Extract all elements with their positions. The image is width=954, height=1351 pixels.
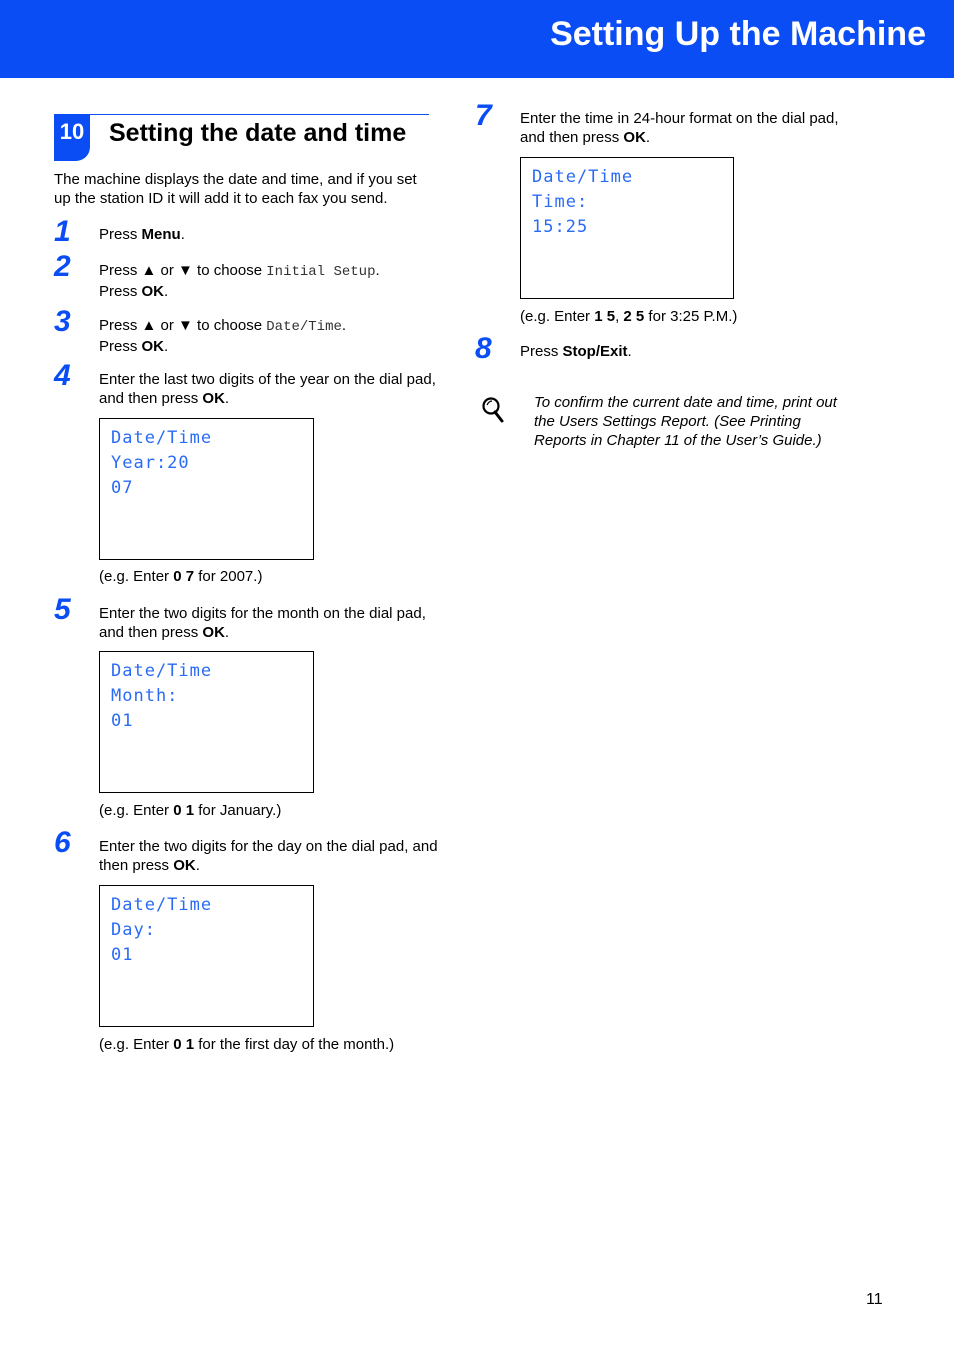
example-post: for the first day of the month.): [194, 1036, 395, 1053]
step-number: 7: [475, 99, 492, 132]
lcd-line: Day:: [111, 920, 156, 940]
example-keys: 1 5: [594, 308, 616, 325]
step-text: [99, 370, 439, 408]
section-rule: [54, 114, 429, 115]
step-text-post: .: [224, 624, 230, 641]
example-month: [99, 801, 281, 820]
step-number: 5: [54, 593, 71, 626]
step-number: 6: [54, 826, 71, 859]
step-key: OK: [202, 390, 225, 407]
section-title: Setting the date and time: [109, 119, 407, 147]
example-pre: (e.g. Enter: [99, 1036, 174, 1053]
step-text-pre: Press: [99, 283, 142, 300]
step-text-pre: Press: [520, 343, 563, 360]
lcd-line: 01: [111, 711, 134, 731]
step-key: Stop/Exit: [562, 343, 628, 360]
example-pre: (e.g. Enter: [520, 308, 595, 325]
example-post: for 2007.): [194, 568, 263, 585]
step-text-pre: Press: [99, 338, 142, 355]
page-header-title: Setting Up the Machine: [550, 15, 926, 53]
step-number: 8: [475, 332, 492, 365]
example-keys: 0 1: [173, 802, 195, 819]
lcd-line: Time:: [532, 192, 589, 212]
step-key: OK: [173, 857, 196, 874]
step-key: OK: [141, 283, 165, 300]
step-number: 4: [54, 359, 71, 392]
lcd-line: Date/Time: [111, 895, 213, 915]
example-keys: 0 1: [173, 1036, 195, 1053]
example-post: for 3:25 P.M.): [644, 308, 738, 325]
section-number-badge: 10: [54, 114, 90, 161]
magnifier-icon: [481, 396, 505, 424]
lcd-display-time: [520, 157, 734, 299]
step-text-pre: Enter the last two digits of the year on the dial pad, and then press: [99, 371, 436, 407]
lcd-line: Date/Time: [532, 167, 634, 187]
step-text-pre: Enter the two digits for the day on the dial pad, and then press: [99, 838, 438, 874]
step-text-post: .: [375, 262, 380, 279]
lcd-line: 07: [111, 478, 134, 498]
lcd-display-month: [99, 651, 314, 793]
example-time: [520, 307, 737, 326]
step-menu-code: Initial Setup: [266, 264, 376, 280]
step-text: [520, 342, 860, 361]
lcd-line: Date/Time: [111, 661, 213, 681]
lcd-line: Month:: [111, 686, 179, 706]
note-text: To confirm the current date and time, print out the Users Settings Report. (See Printing Reports in Chapter 11 of the User’s Guide.): [534, 394, 837, 449]
step-text-pre: Enter the time in 24-hour format on the dial pad, and then press: [520, 110, 839, 146]
lcd-line: Date/Time: [111, 428, 213, 448]
example-post: for January.): [194, 802, 282, 819]
intro-paragraph: The machine displays the date and time, and if you set up the station ID it will add it to each fax you send.: [54, 171, 417, 207]
example-year: [99, 567, 262, 586]
page-header-band: [0, 0, 954, 78]
step-number: 2: [54, 250, 71, 283]
step-text-pre: Press ▲ or ▼ to choose: [99, 262, 267, 279]
lcd-line: 01: [111, 945, 134, 965]
step-key: OK: [202, 624, 225, 641]
step-text-post: .: [645, 129, 651, 146]
lcd-line: Year:20: [111, 453, 190, 473]
section-heading: [54, 114, 429, 162]
step-text: [520, 109, 840, 147]
step-text-post: .: [164, 283, 169, 300]
step-menu-code: Date/Time: [266, 319, 342, 335]
step-text-post: .: [180, 226, 185, 243]
example-pre: (e.g. Enter: [99, 802, 174, 819]
example-separator: ,: [615, 308, 624, 325]
step-text: [99, 837, 439, 875]
step-text-post: .: [164, 338, 169, 355]
page-number: 11: [866, 1291, 883, 1308]
step-text-post: .: [224, 390, 230, 407]
lcd-display-year: [99, 418, 314, 560]
example-day: [99, 1035, 394, 1054]
step-text-post: .: [195, 857, 200, 874]
step-key: OK: [623, 129, 646, 146]
example-pre: (e.g. Enter: [99, 568, 174, 585]
step-number: 3: [54, 305, 71, 338]
step-text-post: .: [341, 317, 347, 334]
lcd-display-day: [99, 885, 314, 1027]
example-keys: 0 7: [173, 568, 195, 585]
lcd-line: 15:25: [532, 217, 589, 237]
step-text: [99, 225, 439, 244]
step-text-post: .: [627, 343, 632, 360]
step-text-pre: Enter the two digits for the month on the dial pad, and then press: [99, 605, 426, 641]
step-key: OK: [141, 338, 165, 355]
step-text: [99, 604, 439, 642]
step-text-pre: Press: [99, 226, 142, 243]
step-text: [99, 261, 439, 301]
step-text-pre: Press ▲ or ▼ to choose: [99, 317, 267, 334]
step-key: Menu: [141, 226, 181, 243]
step-number: 1: [54, 215, 71, 248]
example-keys: 2 5: [623, 308, 645, 325]
step-text: [99, 316, 439, 356]
